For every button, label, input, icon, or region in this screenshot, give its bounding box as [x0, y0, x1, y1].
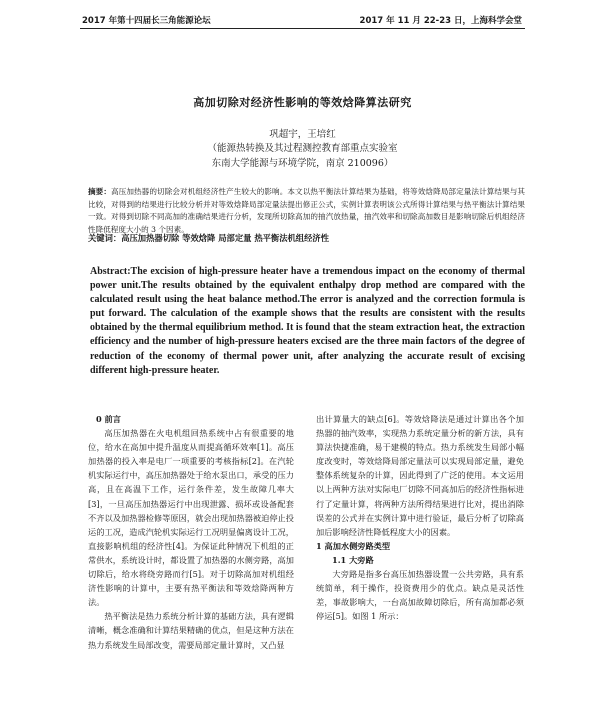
- intro-paragraph-2: 热平衡法是热力系统分析计算的基础方法，具有逻辑清晰，概念准确和计算结果精确的优点，但是这种方法在热力系统发生局部改变，需要局部定量计算时，又凸显: [88, 611, 294, 650]
- chinese-keywords: [88, 232, 525, 244]
- paper-title: 高加切除对经济性影响的等效焓降算法研究: [193, 96, 412, 109]
- header-divider: [80, 28, 525, 29]
- keywords-label: 关键词：: [88, 233, 122, 243]
- intro-paragraph-2-continued: 出计算量大的缺点[6]。等效焓降法是通过计算出各个加热器的抽汽效率，实现热力系统定量分析的新方法，具有算法快捷准确，易于建模的特点。热力系统发生局部小幅度改变时，等效焓降局部定量法可以实现局部定量，避免整体系统复杂的计算，因此得到了广泛的使用。本文运用以上两种方法对实际电厂切除不同高加后的经济性指标进行了定量计算，将两种方法所得结果进行比对，提出消除误差的公式并在实例计算中进行验证，最后分析了切除高加后影响经济性降低程度大小的因素。: [316, 414, 524, 537]
- chinese-abstract: [88, 186, 525, 236]
- header-conference: 2017 年第十四届长三角能源论坛: [82, 16, 211, 26]
- chinese-abstract-text: 高压加热器的切除会对机组经济性产生较大的影响。本文以热平衡法计算结果为基础，将等效焓降局部定量法计算结果与其比较，对得到的结果进行比较分析并对等效焓降局部定量法提出修正公式，实例计算表明该公式所得计算结果与热平衡法计算结果一致。对得到切除不同高加的准确结果进行分析，发现所切除高加的抽汽放热量，抽汽效率和切除高加数目是影响切除后机组经济性降低程度大小的 3 个因素。: [88, 187, 526, 234]
- large-bypass-paragraph: 大旁路是指多台高压加热器设置一公共旁路，具有系统简单，利于操作，投资费用少的优点。缺点是灵活性差，事故影响大，一台高加故障切除后，所有高加都必须停运[5]。如图 1 所示：: [316, 569, 524, 622]
- body-column-left: [88, 412, 294, 652]
- chinese-abstract-label: 摘要：: [88, 187, 112, 196]
- paper-authors: 巩超宇，王培红: [269, 129, 336, 140]
- subsection-heading-large-bypass: 1.1 大旁路: [332, 554, 374, 565]
- section-heading-bypass-types: 1 高加水侧旁路类型: [316, 540, 391, 551]
- affiliation-line-1: （能源热转换及其过程测控教育部重点实验室: [207, 143, 398, 154]
- running-header: [82, 14, 522, 28]
- header-date-venue: 2017 年 11 月 22-23 日，上海科学会堂: [359, 16, 522, 26]
- intro-paragraph-1: 高压加热器在火电机组回热系统中占有很重要的地位，给水在高加中提升温度从而提高循环效率[1]。高压加热器的投入率是电厂一项重要的考核指标[2]。在汽轮机实际运行中，高压加热器处于给水泵出口，承受的压力高，且在高温下工作，运行条件差，发生故障几率大[3]，一旦高压加热器运行中出现泄露、损坏或设备配套不齐以及加热器检修等原因，就会出现加热器被迫停止投运的工况，造成汽轮机实际运行工况明显偏离设计工况，直接影响机组的经济性[4]。为保证此种情况下机组的正常供水，系统设计时，都设置了加热器的水侧旁路，高加切除后，给水将绕旁路而行[5]。对于切除高加对机组经济性影响的计算中，主要有热平衡法和等效焓降两种方法。: [88, 428, 294, 608]
- keywords-text: 高压加热器切除 等效焓降 局部定量 热平衡法机组经济性: [121, 233, 329, 243]
- english-abstract: [90, 265, 525, 378]
- english-abstract-label: Abstract:: [90, 266, 131, 277]
- english-abstract-text: The excision of high-pressure heater have a tremendous impact on the economy of thermal power unit.The results obtained by the equivalent enthalpy drop method are compared with the calculated result using the heat balance method.The error is analyzed and the correction formula is put forward. The calculation of the example shows that the results are consistent with the results obtained by the thermal equilibrium method. It is found that the steam extraction heat, the extraction efficiency and the number of high-pressure heaters excised are the three main factors of the degree of reduction of the economy of thermal power unit, after analyzing the accurate result of excising different high-pressure heater.: [90, 266, 525, 376]
- body-column-right: [316, 412, 524, 623]
- section-heading-introduction: 0 前言: [96, 414, 121, 424]
- affiliation-line-2: 东南大学能源与环境学院，南京 210096）: [211, 158, 394, 169]
